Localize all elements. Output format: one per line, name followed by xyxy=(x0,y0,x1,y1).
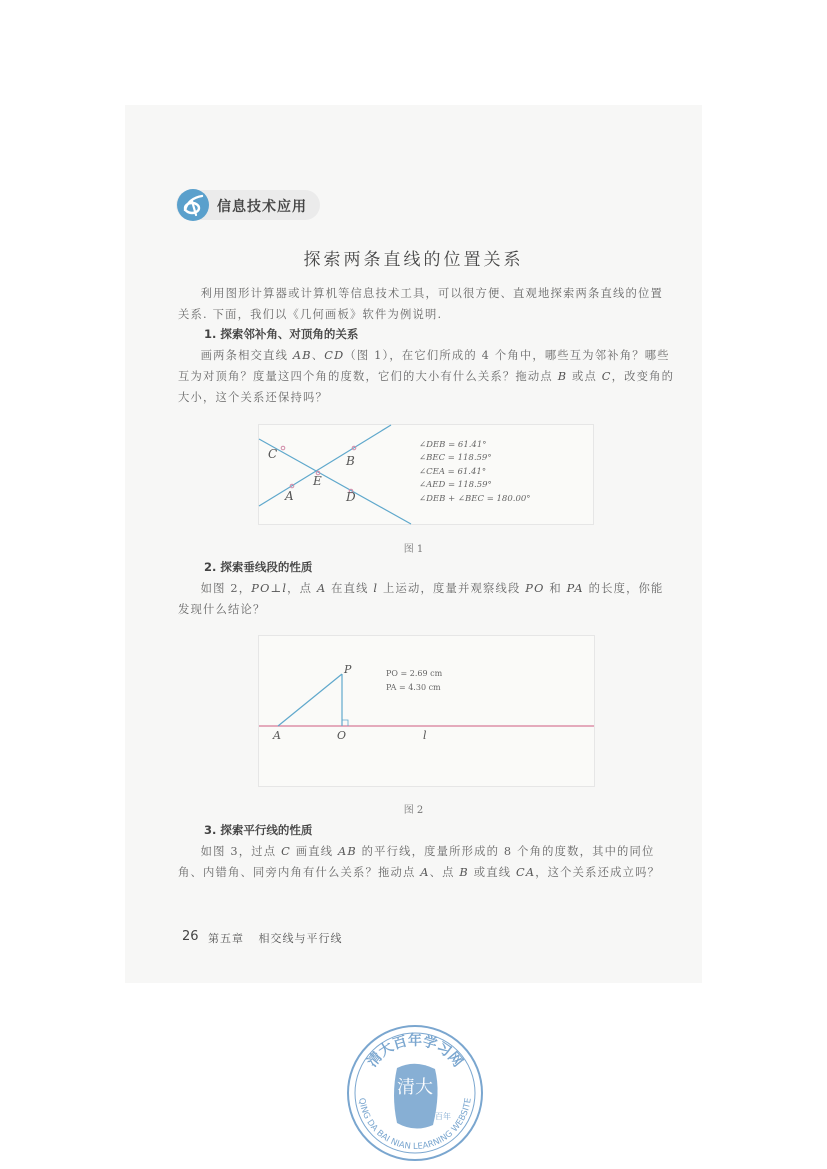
label-l: l xyxy=(423,729,427,742)
label-a: A xyxy=(285,489,294,503)
figure-1-caption: 图 1 xyxy=(403,544,424,555)
label-b: B xyxy=(346,454,355,468)
measurement-sum: ∠DEB + ∠BEC = 180.00° xyxy=(419,493,531,504)
chapter-number: 第五章 xyxy=(208,932,244,945)
svg-text:百年: 百年 xyxy=(435,1112,451,1121)
chapter-footer xyxy=(208,930,353,946)
label-d: D xyxy=(346,490,356,504)
label-e: E xyxy=(313,474,322,488)
right-angle-mark xyxy=(342,720,348,726)
section-3-heading: 3. 探索平行线的性质 xyxy=(204,823,313,837)
section-1-paragraph: 画两条相交直线 AB、CD（图 1），在它们所成的 4 个角中，哪些互为邻补角？哪些互为对顶角？度量这四个角的度数，它们的大小有什么关系？拖动点 B 或点 C，改变角的大小，这个关系还保持吗？ xyxy=(178,349,675,404)
chapter-title: 相交线与平行线 xyxy=(258,932,343,945)
figure-2-measurements xyxy=(386,667,442,695)
label-o: O xyxy=(337,729,347,742)
measurement-deb: ∠DEB = 61.41° xyxy=(419,440,487,450)
svg-text:QING DA BAI NIAN LEARNING WEBS: QING DA BAI NIAN LEARNING WEBSITE xyxy=(356,1097,474,1153)
section-3-paragraph: 如图 3，过点 C 画直线 AB 的平行线，度量所形成的 8 个角的度数，其中的同位角、内错角、同旁内角有什么关系？拖动点 A、点 B 或直线 CA，这个关系还成立吗？ xyxy=(178,845,661,879)
info-tech-icon xyxy=(176,188,210,222)
page-title: 探索两条直线的位置关系 xyxy=(303,250,524,270)
measurement-pa: PA = 4.30 cm xyxy=(386,683,441,692)
point-c-marker[interactable] xyxy=(281,446,285,450)
measurement-cea: ∠CEA = 61.41° xyxy=(419,466,487,477)
intro-paragraph: 利用图形计算器或计算机等信息技术工具，可以很方便、直观地探索两条直线的位置关系. 下面，我们以《几何画板》软件为例说明. xyxy=(178,287,663,321)
section-banner-label: 信息技术应用 xyxy=(217,199,307,215)
label-c: C xyxy=(268,447,278,461)
section-2-paragraph: 如图 2，PO⊥l，点 A 在直线 l 上运动，度量并观察线段 PO 和 PA 的长度，你能发现什么结论？ xyxy=(178,582,664,616)
label-a: A xyxy=(273,729,281,742)
figure-2 xyxy=(258,635,595,787)
svg-text:清大: 清大 xyxy=(397,1077,433,1098)
watermark-logo xyxy=(345,1023,485,1163)
section-2-heading: 2. 探索垂线段的性质 xyxy=(204,560,313,574)
measurement-po: PO = 2.69 cm xyxy=(386,669,443,678)
svg-text:清大百年学习网: 清大百年学习网 xyxy=(364,1033,466,1071)
segment-pa xyxy=(278,674,342,726)
line-ab xyxy=(259,425,391,506)
figure-2-caption: 图 2 xyxy=(403,805,424,816)
label-p: P xyxy=(344,663,352,676)
measurement-aed: ∠AED = 118.59° xyxy=(419,480,492,491)
measurement-bec: ∠BEC = 118.59° xyxy=(419,453,492,464)
section-1-heading: 1. 探索邻补角、对顶角的关系 xyxy=(204,327,359,341)
page-number: 26 xyxy=(182,929,199,944)
figure-1-measurements xyxy=(419,439,531,506)
line-cd xyxy=(259,439,411,524)
figure-1 xyxy=(258,424,594,525)
